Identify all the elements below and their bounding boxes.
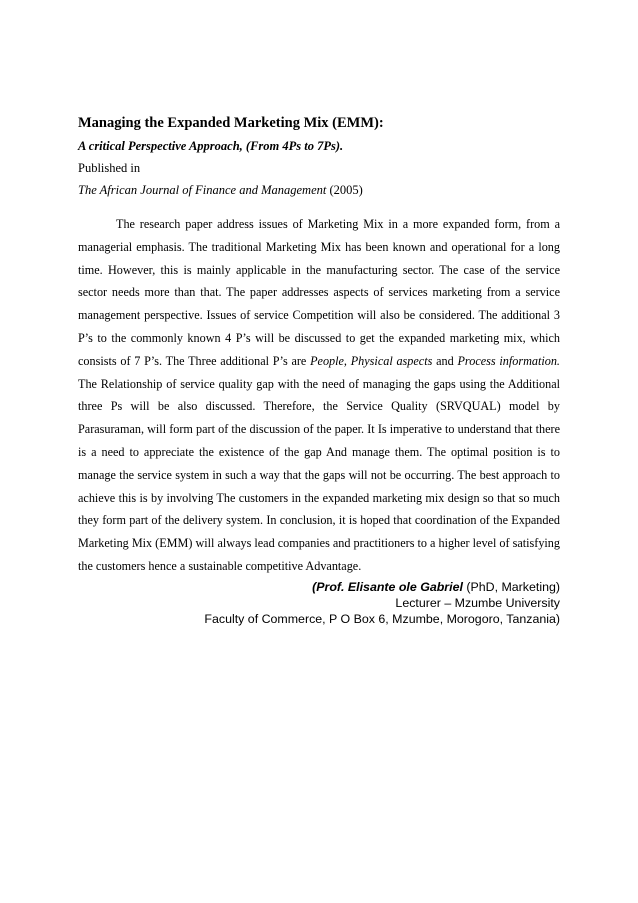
document-page xyxy=(78,113,560,627)
author-credentials: (PhD, Marketing) xyxy=(462,579,560,594)
abstract-italic-people-physical: People, Physical aspects xyxy=(310,353,433,368)
journal-name: The African Journal of Finance and Management xyxy=(78,183,327,197)
signature-block xyxy=(78,579,560,627)
author-name: (Prof. Elisante ole Gabriel xyxy=(312,579,463,594)
author-address: Faculty of Commerce, P O Box 6, Mzumbe, Morogoro, Tanzania) xyxy=(204,611,560,626)
published-in-label: Published in xyxy=(78,161,141,175)
abstract-italic-process: Process information. xyxy=(457,353,560,368)
document-subtitle: A critical Perspective Approach, (From 4Ps to 7Ps). xyxy=(78,139,344,153)
journal-citation xyxy=(78,181,560,199)
author-position: Lecturer – Mzumbe University xyxy=(395,595,560,610)
abstract-text-part1: The research paper address issues of Marketing Mix in a more expanded form, from a managerial emphasis. The traditional Marketing Mix has been known and operational for a long time. However, this is mainly applicable in the manufacturing sector. The case of the service sector needs more than that. The paper addresses aspects of services marketing from a service management perspective. Issues of service Competition will also be considered. The additional 3 P’s to the commonly known 4 P’s will be discussed to get the expanded marketing mix, which consists of 7 P’s. The Three additional P’s are xyxy=(78,217,560,368)
document-title: Managing the Expanded Marketing Mix (EMM): xyxy=(78,115,384,131)
signature-name-line xyxy=(78,579,560,595)
abstract-text-part2: The Relationship of service quality gap with the need of managing the gaps using the Additional three Ps will be also discussed. Therefore, the Service Quality (SRVQUAL) model by Parasuraman, will form part of the discussion of the paper. It Is imperative to understand that there is a need to appreciate the existence of the gap And manage them. The optimal position is to manage the service system in such a way that the gaps will not be occurring. The best approach to achieve this is by involving The customers in the expanded marketing mix design so that so much they form part of the delivery system. In conclusion, it is hoped that coordination of the Expanded Marketing Mix (EMM) will always lead companies and practitioners to a higher level of satisfying the customers hence a sustainable competitive Advantage. xyxy=(78,376,560,573)
journal-year: (2005) xyxy=(326,183,363,197)
abstract-paragraph xyxy=(78,213,560,578)
abstract-and: and xyxy=(432,353,458,368)
